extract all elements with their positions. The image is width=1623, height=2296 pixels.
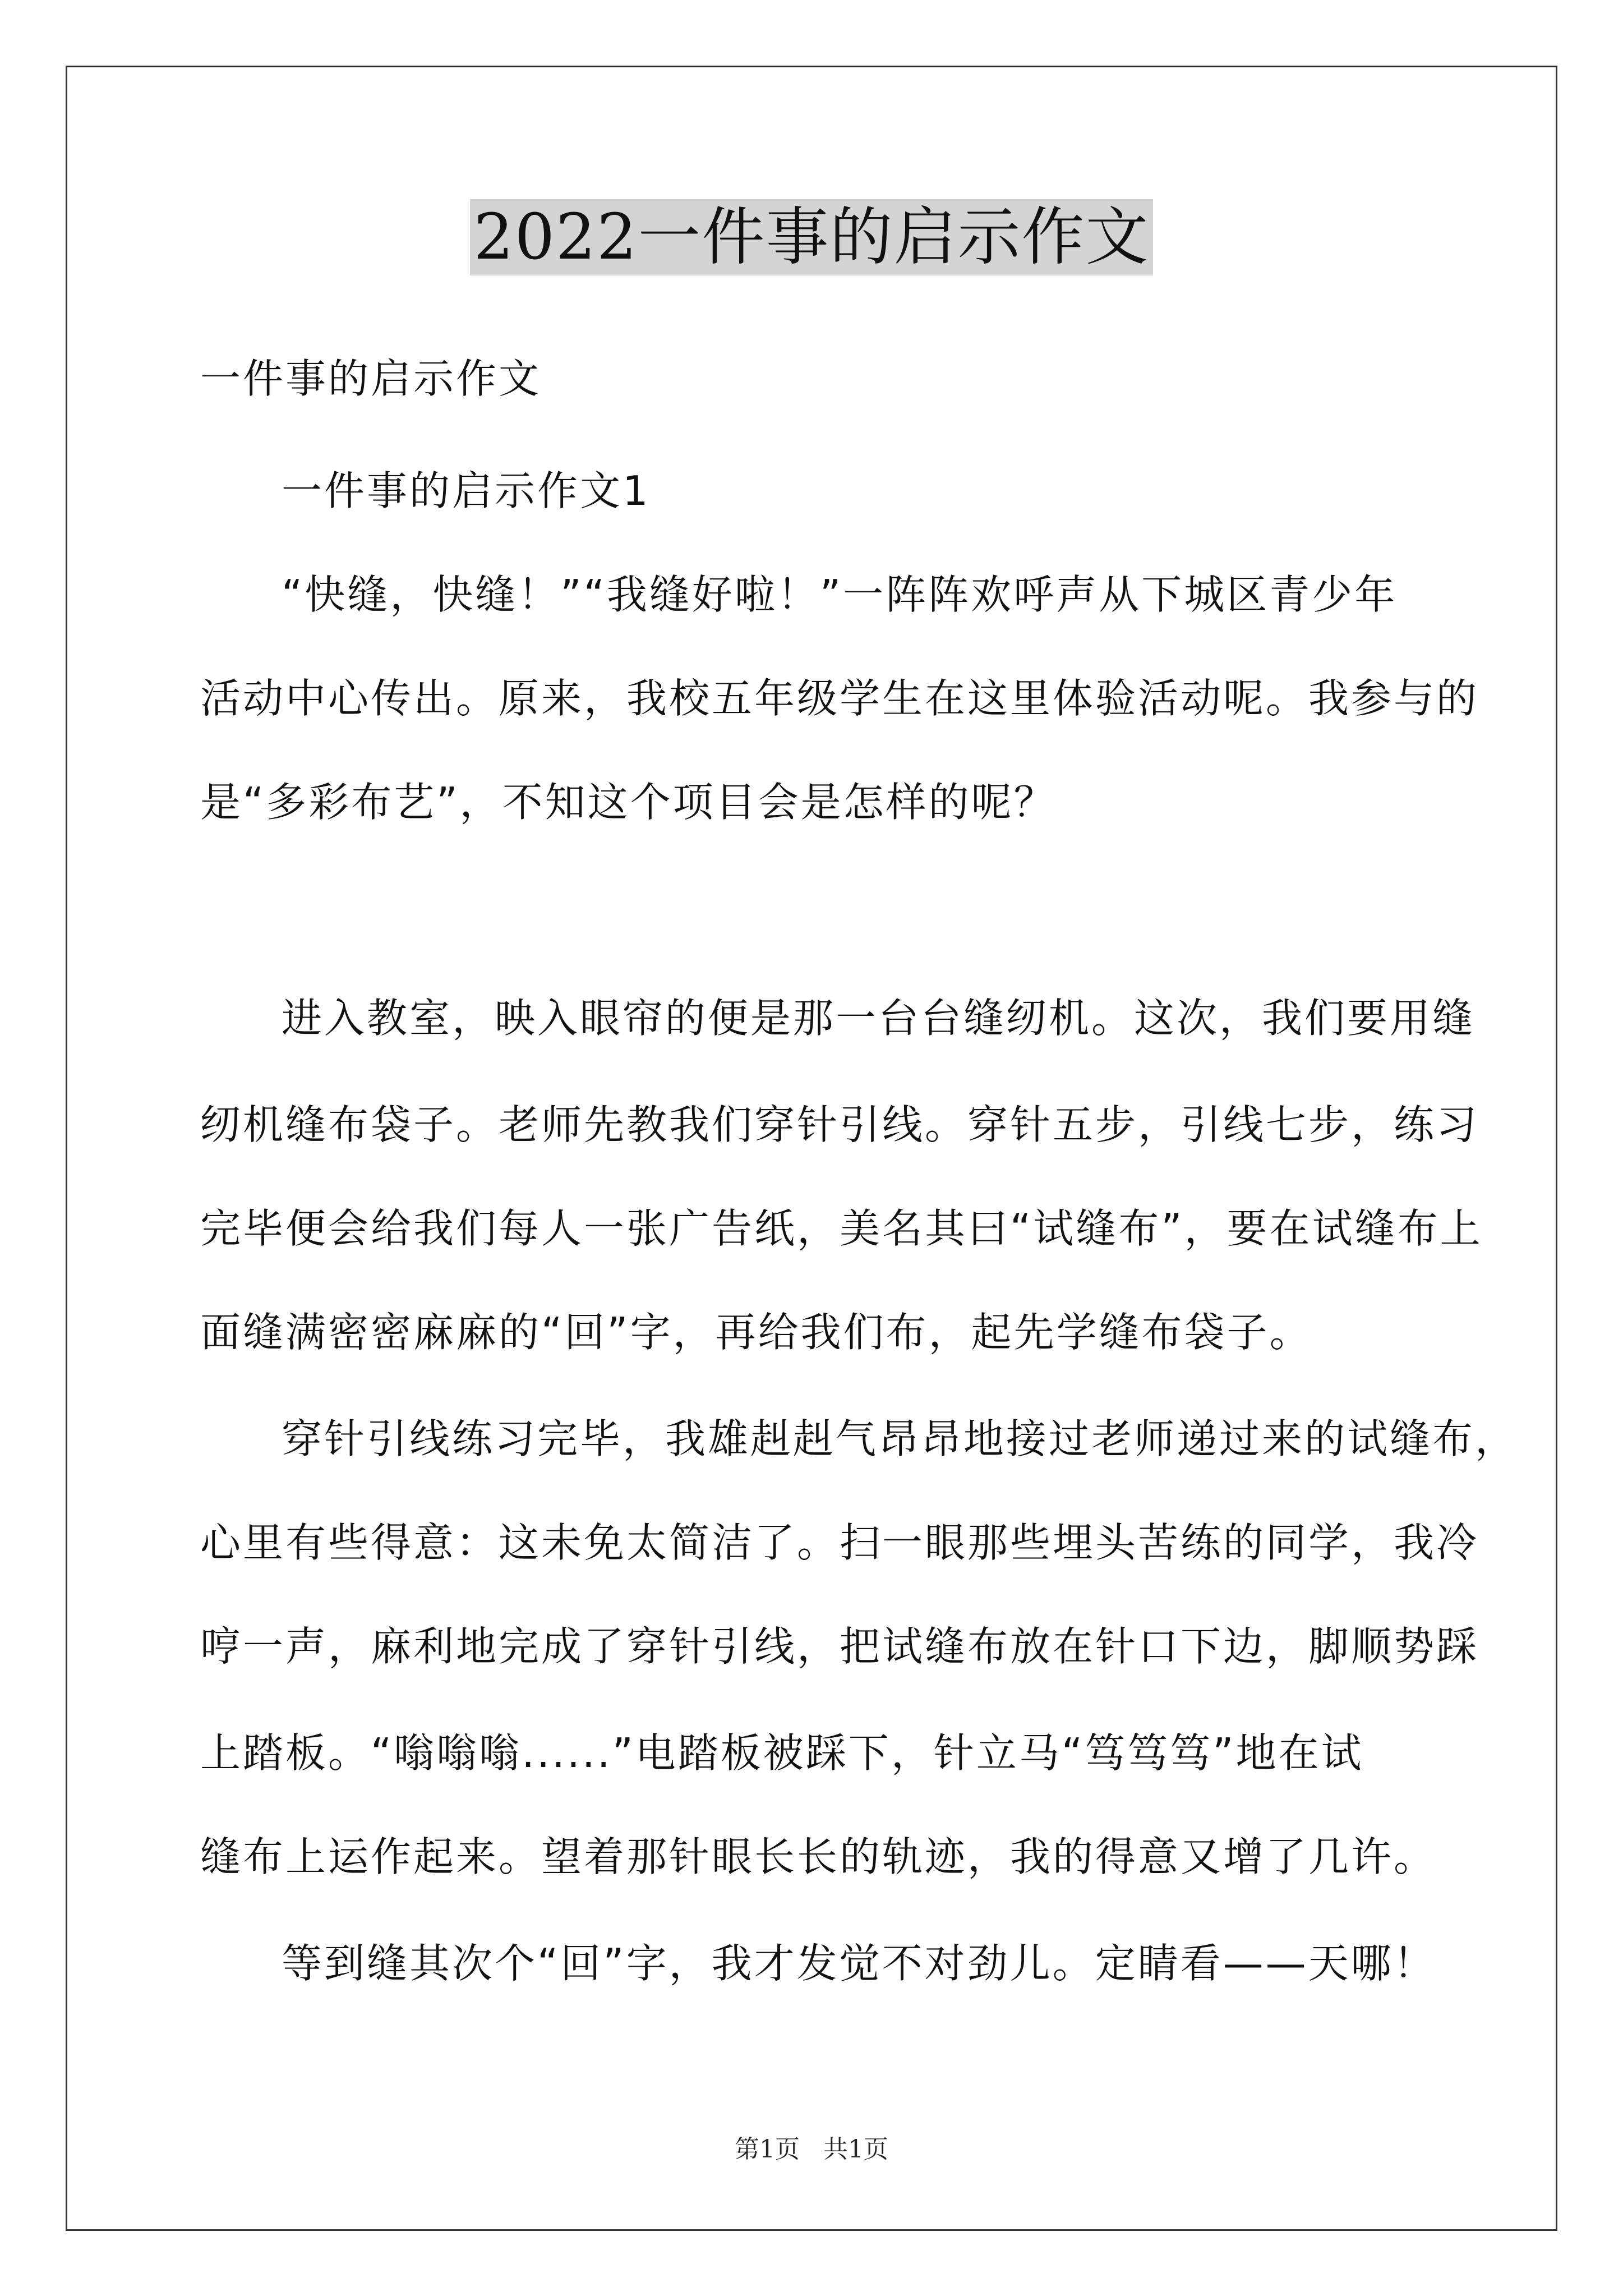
subtitle: 一件事的启示作文 (200, 355, 542, 402)
page-footer (0, 2129, 1623, 2165)
section-heading: 一件事的启示作文1 (282, 467, 651, 514)
paragraph-line: “快缝，快缝！”“我缝好啦！”一阵阵欢呼声从下城区青少年 (282, 571, 1398, 618)
paragraph-line: 上踏板。“嗡嗡嗡......”电踏板被踩下，针立马“笃笃笃”地在试 (200, 1729, 1364, 1777)
paragraph-line: 面缝满密密麻麻的“回”字，再给我们布，起先学缝布袋子。 (200, 1309, 1312, 1356)
paragraph-line: 完毕便会给我们每人一张广告纸，美名其曰“试缝布”，要在试缝布上 (200, 1205, 1483, 1252)
paragraph-line: 活动中心传出。原来，我校五年级学生在这里体验活动呢。我参与的 (200, 675, 1479, 722)
paragraph-line: 等到缝其次个“回”字，我才发觉不对劲儿。定睛看——天哪！ (282, 1940, 1436, 1987)
document-title: 2022一件事的启示作文 (470, 199, 1152, 275)
paragraph-line: 心里有些得意：这未免太简洁了。扫一眼那些埋头苦练的同学，我冷 (200, 1519, 1479, 1566)
paragraph-line: 是“多彩布艺”，不知这个项目会是怎样的呢？ (200, 779, 1057, 826)
page-number: 第1页 (735, 2135, 800, 2164)
page-total: 共1页 (823, 2135, 888, 2164)
paragraph-line: 哼一声，麻利地完成了穿针引线，把试缝布放在针口下边，脚顺势踩 (200, 1623, 1479, 1670)
paragraph-line: 穿针引线练习完毕，我雄赳赳气昂昂地接过老师递过来的试缝布， (282, 1415, 1518, 1462)
paragraph-line: 缝布上运作起来。望着那针眼长长的轨迹，我的得意又增了几许。 (200, 1833, 1437, 1880)
title-container (0, 199, 1623, 275)
paragraph-line: 进入教室，映入眼帘的便是那一台台缝纫机。这次，我们要用缝 (282, 995, 1476, 1042)
paragraph-line: 纫机缝布袋子。老师先教我们穿针引线。穿针五步，引线七步，练习 (200, 1101, 1479, 1148)
